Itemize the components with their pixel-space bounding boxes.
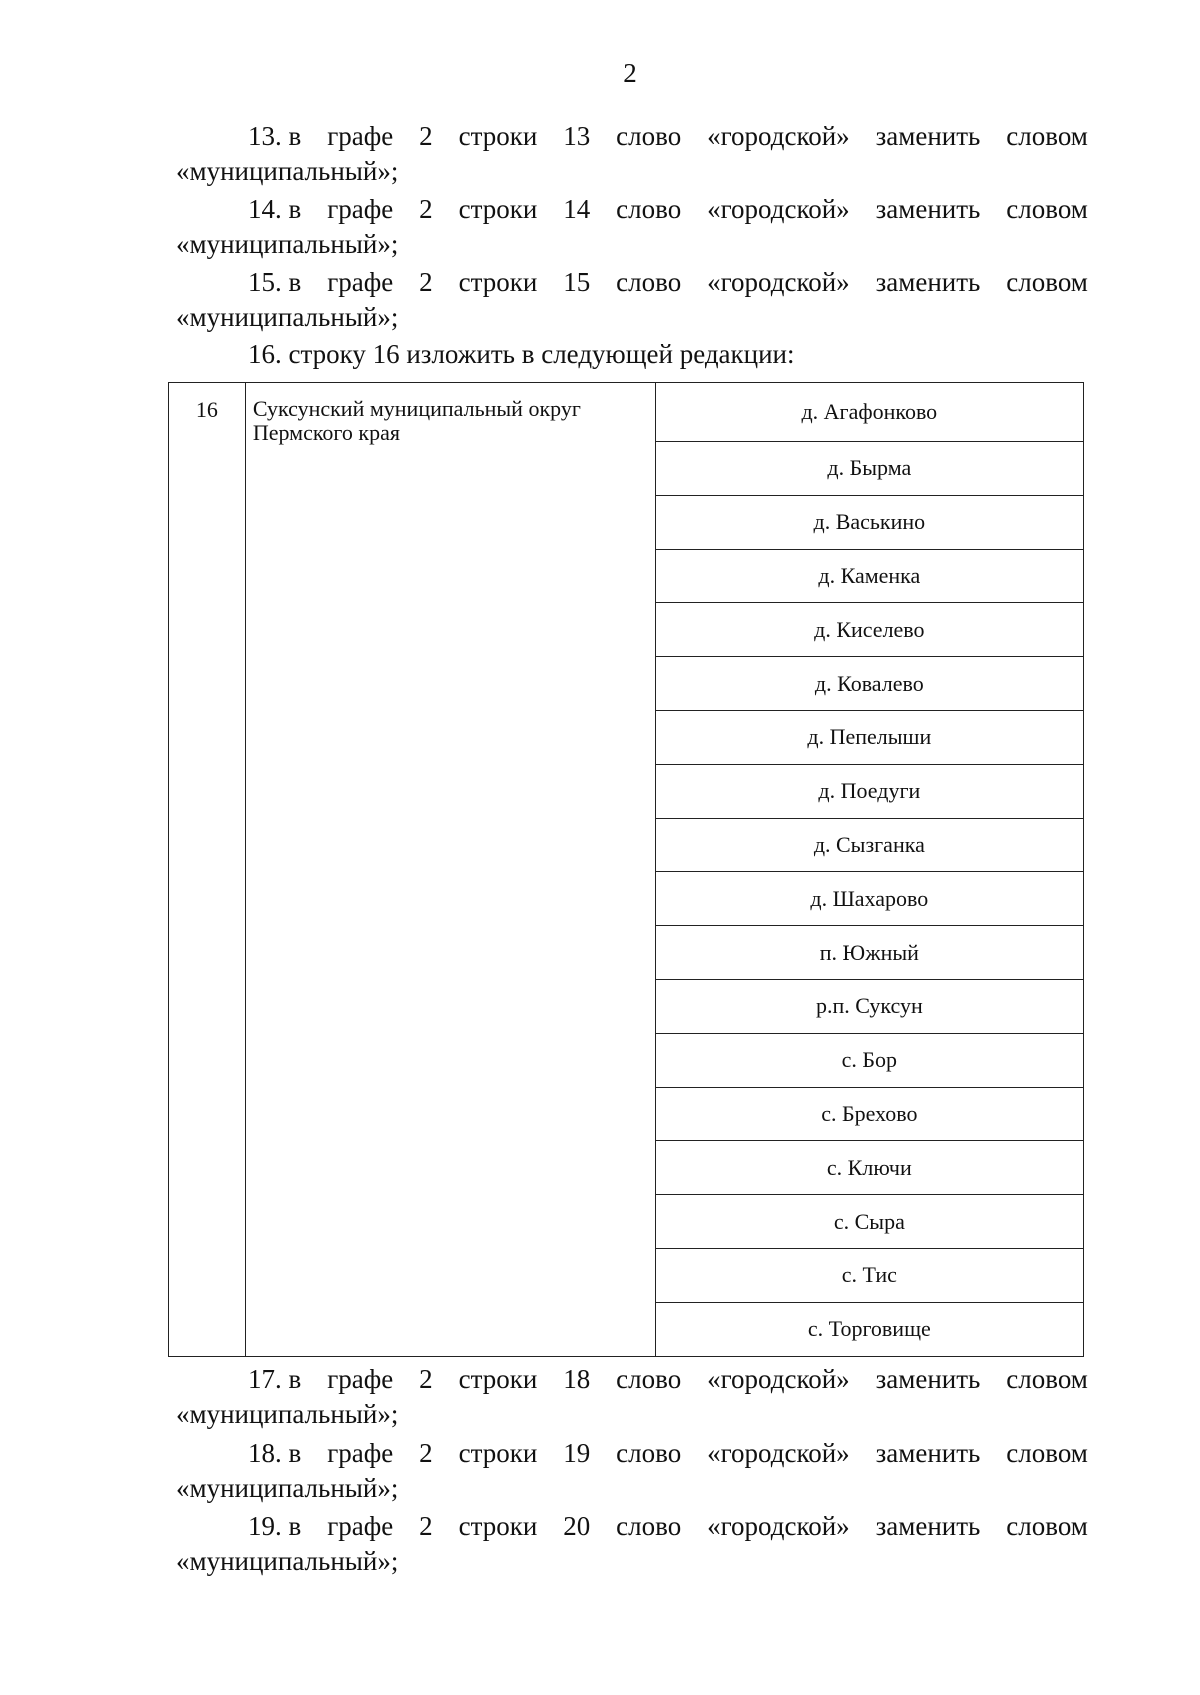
settlement-cell: д. Киселево — [655, 603, 1083, 657]
word: 15. в — [248, 267, 302, 297]
word: 19. в — [248, 1511, 302, 1541]
word: 2 — [419, 1364, 433, 1394]
word: графе — [327, 1364, 394, 1394]
word: 17. в — [248, 1364, 302, 1394]
word: строки — [458, 1511, 538, 1541]
word: слово — [616, 194, 682, 224]
word: «городской» — [707, 267, 850, 297]
paragraph-16-intro — [176, 337, 1088, 372]
municipality-name-line: Пермского края — [252, 420, 400, 445]
settlement-cell: с. Торговище — [655, 1302, 1083, 1356]
settlement-cell: п. Южный — [655, 926, 1083, 980]
word: 13 — [563, 121, 591, 151]
paragraph-17 — [176, 1362, 1088, 1432]
word: «городской» — [707, 1511, 850, 1541]
paragraph-13 — [176, 119, 1088, 189]
paragraph-continuation: «муниципальный»; — [176, 1399, 399, 1429]
settlement-cell: с. Тис — [655, 1248, 1083, 1302]
word: 20 — [563, 1511, 591, 1541]
paragraph-continuation: «муниципальный»; — [176, 302, 399, 332]
word: «городской» — [707, 1364, 850, 1394]
word: 18. в — [248, 1438, 302, 1468]
paragraph-first-line — [176, 1362, 1088, 1397]
word: «городской» — [707, 194, 850, 224]
municipality-name-cell — [245, 383, 655, 1357]
word: графе — [327, 267, 394, 297]
word: 14 — [563, 194, 591, 224]
paragraph-first-line — [176, 1436, 1088, 1471]
paragraph-first-line — [176, 1509, 1088, 1544]
word: «городской» — [707, 121, 850, 151]
replacement-table — [168, 382, 1084, 1357]
settlement-cell: р.п. Суксун — [655, 979, 1083, 1033]
settlement-cell: д. Бырма — [655, 442, 1083, 496]
word: 2 — [419, 1511, 433, 1541]
word: 2 — [419, 194, 433, 224]
paragraph-18 — [176, 1436, 1088, 1506]
word: строки — [458, 267, 538, 297]
word: слово — [616, 1438, 682, 1468]
word: 2 — [419, 267, 433, 297]
word: заменить — [875, 194, 981, 224]
paragraph-first-line — [176, 265, 1088, 300]
paragraph-first-line — [176, 192, 1088, 227]
paragraph-14 — [176, 192, 1088, 262]
settlement-cell: с. Брехово — [655, 1087, 1083, 1141]
settlement-cell: д. Каменка — [655, 549, 1083, 603]
word: графе — [327, 121, 394, 151]
word: 14. в — [248, 194, 302, 224]
word: строки — [458, 121, 538, 151]
municipality-name-line: Суксунский муниципальный округ — [252, 396, 581, 421]
paragraph-continuation: «муниципальный»; — [176, 229, 399, 259]
word: заменить — [875, 121, 981, 151]
word: слово — [616, 121, 682, 151]
word: 2 — [419, 1438, 433, 1468]
settlement-cell: д. Шахарово — [655, 872, 1083, 926]
word: словом — [1006, 267, 1088, 297]
word: «городской» — [707, 1438, 850, 1468]
word: словом — [1006, 1438, 1088, 1468]
settlement-cell: д. Пепелыши — [655, 710, 1083, 764]
word: 15 — [563, 267, 591, 297]
word: слово — [616, 1511, 682, 1541]
word: графе — [327, 1438, 394, 1468]
word: графе — [327, 194, 394, 224]
paragraph-19 — [176, 1509, 1088, 1579]
page-number: 2 — [623, 58, 637, 88]
word: графе — [327, 1511, 394, 1541]
word: заменить — [875, 1511, 981, 1541]
settlement-cell: д. Агафонково — [655, 383, 1083, 442]
row-number-cell: 16 — [169, 383, 246, 1357]
settlement-cell: д. Поедуги — [655, 764, 1083, 818]
word: строки — [458, 1364, 538, 1394]
word: слово — [616, 267, 682, 297]
settlement-cell: с. Сыра — [655, 1195, 1083, 1249]
word: строки — [458, 1438, 538, 1468]
word: словом — [1006, 1364, 1088, 1394]
settlement-cell: с. Бор — [655, 1033, 1083, 1087]
word: заменить — [875, 1438, 981, 1468]
word: 2 — [419, 121, 433, 151]
settlement-cell: д. Васькино — [655, 495, 1083, 549]
paragraph-15 — [176, 265, 1088, 335]
paragraph-continuation: «муниципальный»; — [176, 1546, 399, 1576]
word: строки — [458, 194, 538, 224]
word: заменить — [875, 1364, 981, 1394]
paragraph-first-line — [176, 119, 1088, 154]
word: 19 — [563, 1438, 591, 1468]
word: словом — [1006, 121, 1088, 151]
word: словом — [1006, 194, 1088, 224]
table-row — [169, 383, 1084, 442]
settlement-cell: д. Сызганка — [655, 818, 1083, 872]
word: слово — [616, 1364, 682, 1394]
settlement-cell: с. Ключи — [655, 1141, 1083, 1195]
intro-line: 16. строку 16 изложить в следующей редакции: — [248, 339, 795, 369]
word: словом — [1006, 1511, 1088, 1541]
word: заменить — [875, 267, 981, 297]
word: 18 — [563, 1364, 591, 1394]
paragraph-continuation: «муниципальный»; — [176, 156, 399, 186]
paragraph-continuation: «муниципальный»; — [176, 1473, 399, 1503]
word: 13. в — [248, 121, 302, 151]
settlement-cell: д. Ковалево — [655, 657, 1083, 711]
